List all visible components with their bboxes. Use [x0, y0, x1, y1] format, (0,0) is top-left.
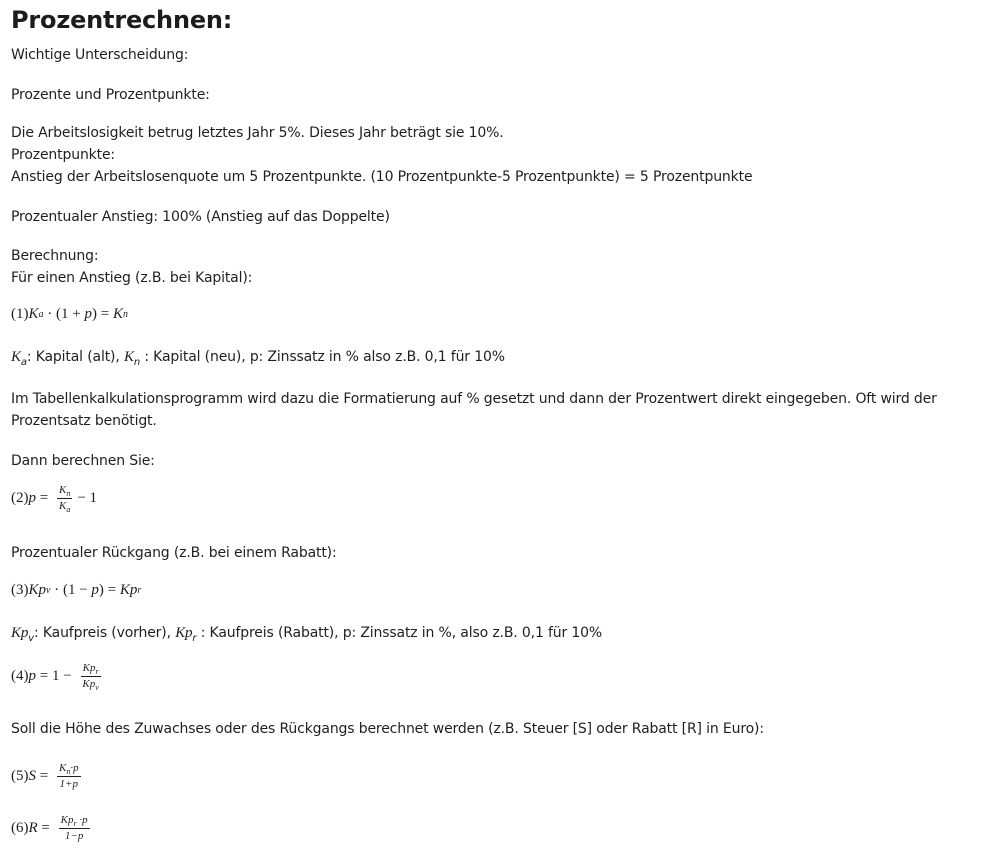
formula-number: (5): [11, 768, 29, 784]
math-var: p: [28, 668, 36, 684]
formula-number: (3): [11, 582, 29, 598]
spreadsheet-text: Im Tabellenkalkulationsprogramm wird dazu die Formatierung auf % gesetzt und dann der Prozentwert direkt eingegeben. Oft wird der Prozentsatz benötigt.: [11, 391, 937, 429]
amount-label: Soll die Höhe des Zuwachses oder des Rückgangs berechnet werden (z.B. Steuer [S] oder Rabatt [R] in Euro):: [11, 721, 764, 737]
fraction: [80, 662, 100, 691]
math-sub: r: [192, 633, 197, 644]
formula-6: [11, 814, 95, 843]
fraction-denominator: 1−p: [64, 830, 84, 842]
math-sub: r: [95, 667, 99, 676]
legend-text: : Kaufpreis (vorher),: [34, 625, 176, 641]
formula-3: (3) Kp v · (1 − p ) = Kp r: [11, 582, 142, 598]
fraction-numerator: [57, 484, 72, 499]
math-var: Kp: [28, 582, 47, 598]
math-sub: v: [95, 683, 99, 692]
fraction-denominator: [57, 499, 72, 513]
math-var: R: [28, 820, 38, 836]
fraction-denominator: 1+p: [59, 778, 78, 790]
math-sub: a: [20, 357, 27, 368]
page-title: Prozentrechnen:: [11, 6, 233, 34]
points-text: Anstieg der Arbeitslosenquote um 5 Prozentpunkte. (10 Prozentpunkte-5 Prozentpunkte) = 5 Prozentpunkte: [11, 169, 753, 185]
fraction: [57, 484, 72, 513]
increase-label: Für einen Anstieg (z.B. bei Kapital):: [11, 270, 253, 286]
fraction-numerator: [59, 814, 90, 829]
legend-text: : Kapital (alt),: [26, 349, 124, 365]
math-var: K: [28, 306, 39, 322]
calc-label: Berechnung:: [11, 248, 99, 264]
legend-text: : Kapital (neu), p: Zinssatz in % also z.B. 0,1 für 10%: [140, 349, 505, 365]
fraction: [57, 762, 81, 791]
math-var: ·p: [76, 814, 88, 826]
section-heading-percent: Prozente und Prozentpunkte:: [11, 87, 210, 103]
math-var: K: [11, 349, 21, 365]
math-op: =: [36, 490, 52, 506]
example-text: Die Arbeitslosigkeit betrug letztes Jahr 5%. Dieses Jahr beträgt sie 10%.: [11, 125, 504, 141]
math-var: Kp: [119, 582, 138, 598]
formula-number: (1): [11, 306, 29, 322]
intro-text: Wichtige Unterscheidung:: [11, 47, 189, 63]
math-var: p: [91, 582, 99, 598]
formula-4: [11, 662, 106, 691]
math-op: =: [36, 768, 52, 784]
formula-5: [11, 762, 86, 791]
math-sub: n: [66, 767, 71, 776]
math-var: K: [58, 484, 67, 496]
math-op: · (1 +: [43, 306, 85, 322]
formula-number: (2): [11, 490, 29, 506]
math-op: − 1: [77, 490, 98, 506]
math-var: Kp: [82, 678, 96, 690]
fraction-numerator: [81, 662, 101, 677]
percent-increase-text: Prozentualer Anstieg: 100% (Anstieg auf das Doppelte): [11, 209, 390, 225]
legend-3: [11, 622, 602, 644]
points-label: Prozentpunkte:: [11, 147, 115, 163]
math-var: K: [112, 306, 123, 322]
math-var: K: [58, 762, 67, 774]
math-var: K: [58, 500, 67, 512]
fraction-numerator: [57, 762, 81, 777]
math-sub: r: [73, 819, 77, 828]
fraction-denominator: [80, 677, 100, 691]
formula-number: (6): [11, 820, 29, 836]
legend-text: : Kaufpreis (Rabatt), p: Zinssatz in %, also z.B. 0,1 für 10%: [196, 625, 603, 641]
fraction: [59, 814, 90, 843]
math-sub: a: [66, 505, 71, 514]
math-op: · (1 −: [50, 582, 92, 598]
then-calc-label: Dann berechnen Sie:: [11, 453, 155, 469]
math-op: =: [37, 820, 54, 836]
math-var: Kp: [175, 625, 193, 641]
math-sub: n: [66, 489, 71, 498]
math-var: ·p: [70, 762, 79, 774]
math-op: ) =: [91, 306, 113, 322]
math-op: = 1 −: [36, 668, 76, 684]
legend-1: [11, 346, 505, 368]
math-var: Kp: [60, 814, 74, 826]
formula-number: (4): [11, 668, 29, 684]
math-op: ) =: [98, 582, 120, 598]
decrease-label: Prozentualer Rückgang (z.B. bei einem Rabatt):: [11, 545, 337, 561]
math-var: Kp: [82, 662, 96, 674]
math-var: Kp: [11, 625, 29, 641]
formula-1: (1) K a · (1 + p ) = K n: [11, 306, 128, 322]
formula-2: [11, 484, 97, 513]
math-var: K: [123, 349, 134, 365]
math-var: p: [84, 306, 92, 322]
math-sub: v: [28, 633, 34, 644]
math-var: S: [28, 768, 36, 784]
math-sub: n: [133, 357, 141, 368]
math-var: p: [28, 490, 36, 506]
